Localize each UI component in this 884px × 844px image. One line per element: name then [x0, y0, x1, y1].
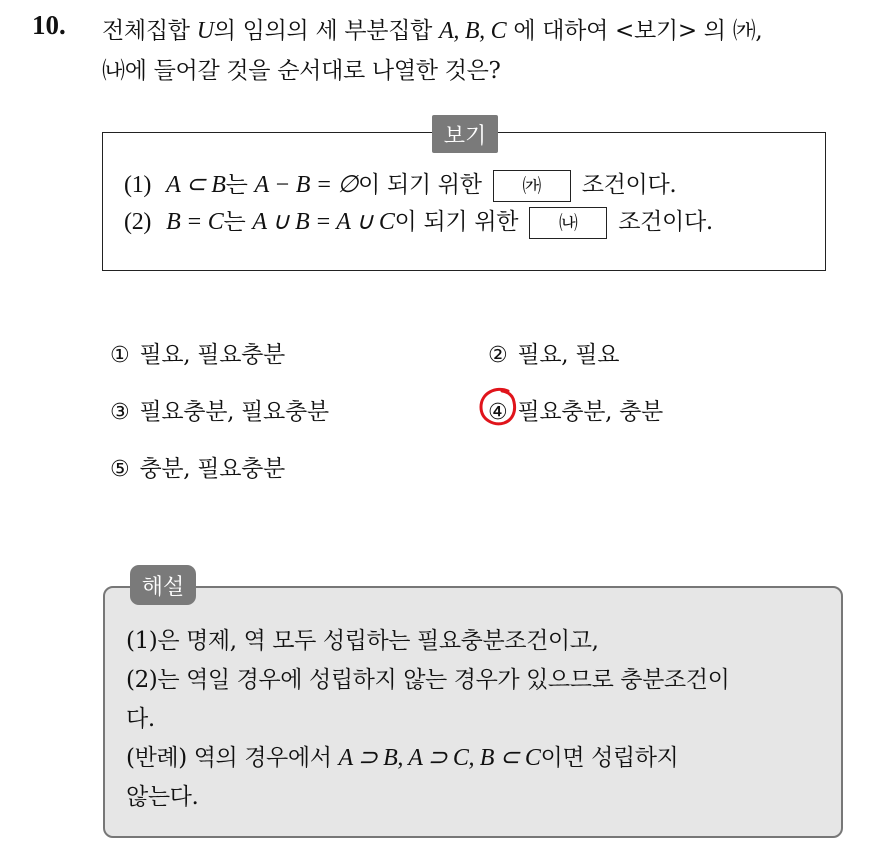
choice-number: ④: [488, 400, 508, 425]
universal-set-symbol: U: [196, 18, 214, 44]
bogi-item-2: [124, 203, 713, 239]
choice-text: 필요, 필요충분: [139, 342, 285, 368]
solution-title: 해설: [130, 565, 196, 605]
question-text: 의 임의의 세 부분집합: [213, 18, 433, 44]
question-stem-line2: ㈏에 들어갈 것을 순서대로 나열한 것은?: [102, 58, 501, 84]
blank-ga: ㈎: [493, 170, 571, 202]
choice-1[interactable]: [110, 336, 285, 369]
item-text: 조건이다.: [581, 172, 677, 198]
choice-2[interactable]: [488, 336, 619, 369]
question-text: 전체집합: [102, 18, 190, 44]
expression-math: A − B = ∅: [254, 172, 359, 198]
item-text: 이 되기 위한: [358, 172, 482, 198]
solution-line-4: [126, 739, 678, 772]
set-symbols: A, B, C: [439, 18, 507, 44]
item-text: 조건이다.: [618, 209, 713, 235]
condition-math: B = C: [166, 209, 224, 235]
solution-line-2: (2)는 역일 경우에 성립하지 않는 경우가 있으므로 충분조건이: [126, 667, 730, 693]
condition-math: A ⊂ B: [166, 172, 226, 198]
choice-number: ②: [488, 343, 508, 368]
choice-text: 필요, 필요: [517, 342, 620, 368]
answer-circle-mark: [478, 387, 518, 427]
counterexample-math: A ⊃ B, A ⊃ C, B ⊂ C: [338, 745, 541, 771]
question-text: 에 대하여 <보기> 의 ㈎,: [513, 18, 763, 44]
bogi-title: 보기: [432, 115, 498, 153]
solution-line-3: 다.: [126, 706, 155, 732]
choice-number: ⑤: [110, 457, 130, 482]
blank-na: ㈏: [529, 207, 607, 239]
choice-number: ③: [110, 400, 130, 425]
solution-text: (반례) 역의 경우에서: [126, 745, 332, 771]
expression-math: A ∪ B = A ∪ C: [252, 209, 395, 235]
item-number: (2): [124, 209, 152, 235]
choice-number: ①: [110, 343, 130, 368]
choice-5[interactable]: [110, 450, 285, 483]
bogi-item-1: [124, 166, 676, 202]
item-text: 는: [223, 209, 246, 235]
item-number: (1): [124, 172, 152, 198]
solution-text: 이면 성립하지: [540, 745, 679, 771]
solution-line-5: 않는다.: [126, 784, 199, 810]
choice-text: 필요충분, 충분: [517, 399, 663, 425]
item-text: 이 되기 위한: [394, 209, 519, 235]
solution-line-1: (1)은 명제, 역 모두 성립하는 필요충분조건이고,: [126, 628, 599, 654]
item-text: 는: [225, 172, 248, 198]
choice-text: 필요충분, 필요충분: [139, 399, 329, 425]
choice-3[interactable]: [110, 393, 329, 426]
choice-text: 충분, 필요충분: [139, 456, 285, 482]
question-stem-line1: [102, 12, 762, 45]
question-number: 10.: [32, 10, 66, 40]
